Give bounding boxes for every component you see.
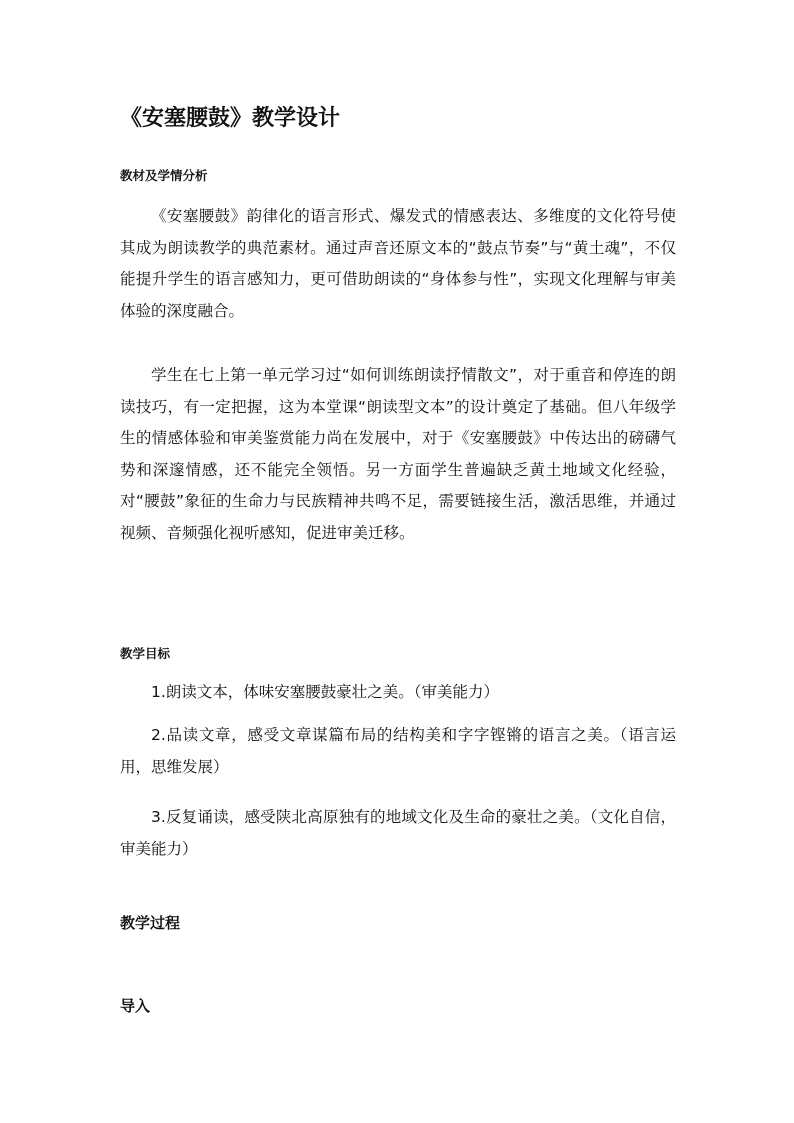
page-title: 《安塞腰鼓》教学设计 [120, 106, 341, 131]
section-heading-analysis: 教材及学情分析 [120, 168, 208, 183]
analysis-paragraph-1: 《安塞腰鼓》韵律化的语言形式、爆发式的情感表达、多维度的文化符号使其成为朗读教学的典范素材。通过声音还原文本的“鼓点节奏”与“黄土魂”，不仅能提升学生的语言感知力，更可借助朗读的“身体参与性”，实现文化理解与审美体验的深度融合。 [120, 207, 676, 320]
section-heading-intro: 导入 [120, 997, 151, 1015]
section-heading-goals: 教学目标 [120, 646, 171, 661]
goal-item-2: 2.品读文章，感受文章谋篇布局的结构美和字字铿锵的语言之美。（语言运用，思维发展） [120, 726, 676, 776]
analysis-paragraph-2: 学生在七上第一单元学习过“如何训练朗读抒情散文”，对于重音和停连的朗读技巧，有一定把握，这为本堂课“朗读型文本”的设计奠定了基础。但八年级学生的情感体验和审美鉴赏能力尚在发展中，对于《安塞腰鼓》中传达出的磅礴气势和深邃情感，还不能完全领悟。另一方面学生普遍缺乏黄土地域文化经验，对“腰鼓”象征的生命力与民族精神共鸣不足，需要链接生活，激活思维，并通过视频、音频强化视听感知，促进审美迁移。 [120, 366, 676, 542]
section-heading-process: 教学过程 [120, 914, 181, 932]
goal-item-3: 3.反复诵读，感受陕北高原独有的地域文化及生命的豪壮之美。（文化自信，审美能力） [120, 808, 676, 858]
goal-item-1: 1.朗读文本，体味安塞腰鼓豪壮之美。（审美能力） [151, 683, 500, 701]
